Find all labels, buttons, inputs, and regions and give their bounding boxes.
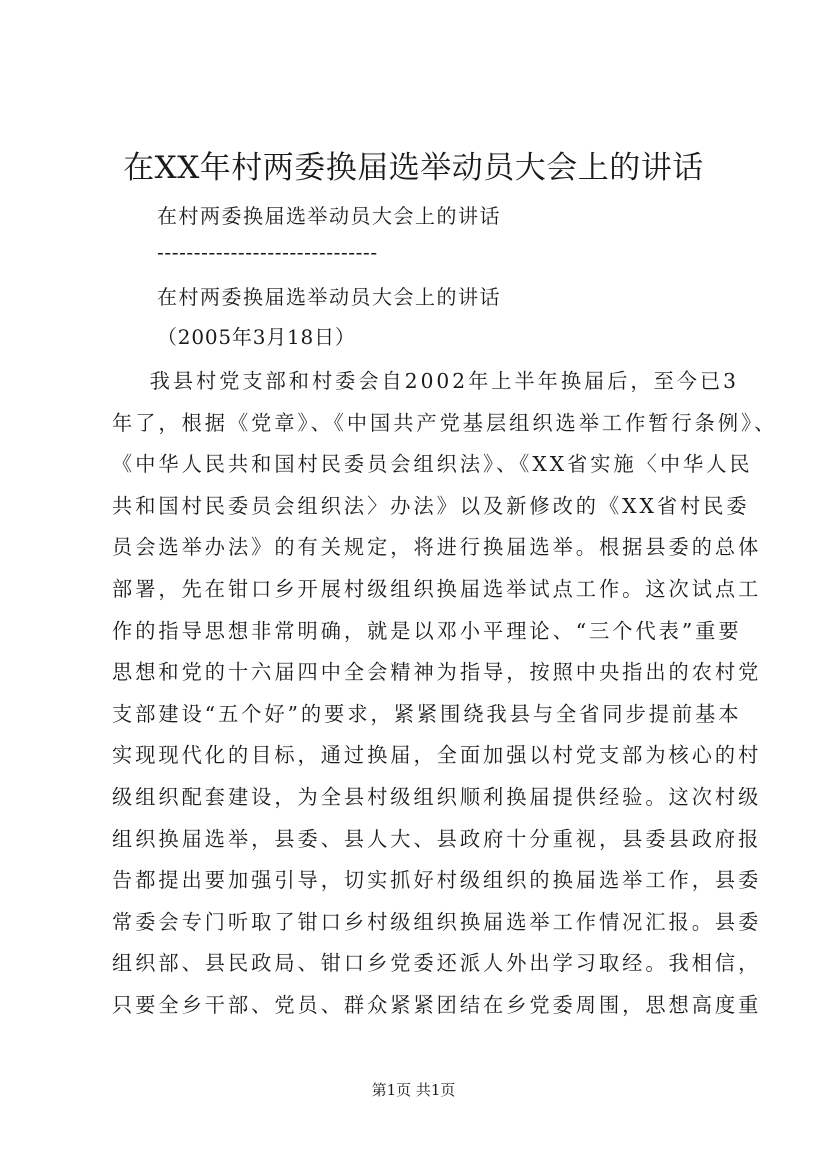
body-line: 我县村党支部和村委会自2002年上半年换届后，至今已3: [112, 369, 740, 393]
body-line: 常委会专门听取了钳口乡村级组织换届选举工作情况汇报。县委: [112, 909, 762, 934]
body-line: 部署，先在钳口乡开展村级组织换届选举试点工作。这次试点工: [112, 577, 762, 601]
speech-heading: 在村两委换届选举动员大会上的讲话: [157, 285, 501, 309]
body-line: 共和国村民委员会组织法〉办法》以及新修改的《XX省村民委: [112, 493, 750, 518]
body-line: 《中华人民共和国村民委员会组织法》、《XX省实施〈中华人民: [112, 452, 753, 477]
body-line: 组织换届选举，县委、县人大、县政府十分重视，县委县政府报: [112, 826, 762, 851]
document-subtitle: 在村两委换届选举动员大会上的讲话: [157, 204, 501, 228]
body-line: 组织部、县民政局、钳口乡党委还派人外出学习取经。我相信，: [112, 951, 762, 976]
body-line: 员会选举办法》的有关规定，将进行换届选举。根据县委的总体: [112, 535, 762, 560]
separator-line: ------------------------------: [157, 240, 378, 264]
body-line: 实现现代化的目标，通过换届，全面加强以村党支部为核心的村: [112, 743, 762, 768]
body-line: 支部建设“五个好”的要求，紧紧围绕我县与全省同步提前基本: [112, 701, 742, 726]
page-footer: 第1页 共1页: [371, 1081, 456, 1099]
body-line: 只要全乡干部、党员、群众紧紧团结在乡党委周围，思想高度重: [112, 993, 762, 1017]
document-title: 在XX年村两委换届选举动员大会上的讲话: [123, 150, 704, 186]
body-line: 告都提出要加强引导，切实抓好村级组织的换届选举工作，县委: [112, 868, 762, 893]
body-line: 作的指导思想非常明确，就是以邓小平理论、“三个代表”重要: [112, 618, 742, 643]
speech-date: （2005年3月18日）: [157, 325, 356, 349]
body-line: 级组织配套建设，为全县村级组织顺利换届提供经验。这次村级: [112, 785, 762, 809]
body-line: 思想和党的十六届四中全会精神为指导，按照中央指出的农村党: [112, 660, 762, 685]
body-line: 年了，根据《党章》、《中国共产党基层组织选举工作暂行条例》、: [112, 410, 778, 435]
